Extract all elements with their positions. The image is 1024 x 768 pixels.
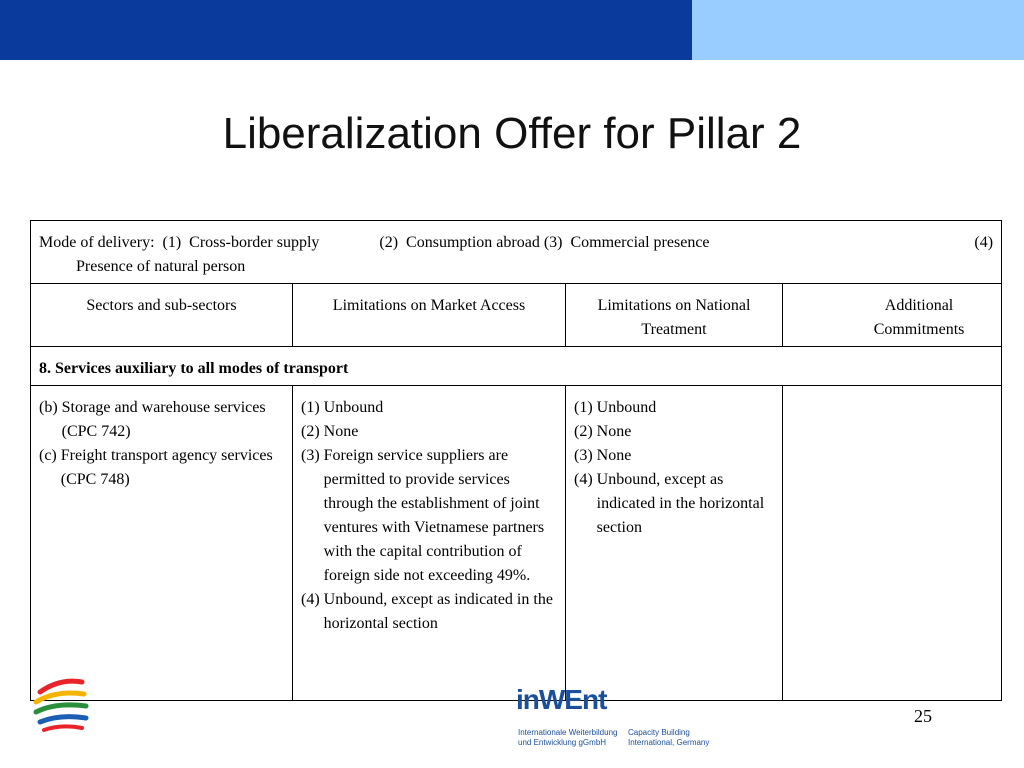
sector-item: (b) Storage and warehouse services (CPC 742) [39,399,266,440]
mode-of-delivery-cell [31,221,1002,284]
mode-part-2: (2) Consumption abroad (3) Commercial presence [379,234,710,251]
national-treatment-item: (1) Unbound [574,399,657,416]
invent-logo-caption-right: Capacity Building International, Germany [628,728,710,747]
page-number: 25 [914,706,932,726]
mode-part-4: Presence of natural person [76,258,246,275]
additional-commitments-cell [783,386,1002,701]
national-treatment-item: (2) None [574,423,632,440]
header-additional-commitments: Additional Commitments [783,284,1002,347]
offer-table [30,220,1002,701]
header-bar-dark [0,0,692,60]
market-access-item: (3) Foreign service suppliers are permitted to provide services through the establishment of joint ventures with Vietnamese partners with the capital contribution of foreign side not exceeding 49%. [301,447,545,584]
body-row [31,386,1002,701]
market-access-item: (4) Unbound, except as indicated in the horizontal section [301,591,553,632]
header-sectors: Sectors and sub-sectors [31,284,293,347]
invent-logo-wordmark: inWEnt [516,684,607,715]
market-access-item: (1) Unbound [301,399,384,416]
national-treatment-item: (4) Unbound, except as indicated in the horizontal section [574,471,765,536]
national-treatment-cell [566,386,783,701]
header-market-access: Limitations on Market Access [293,284,566,347]
mode-part-1: Mode of delivery: (1) Cross-border supply [39,234,320,251]
national-treatment-item: (3) None [574,447,632,464]
section-title: 8. Services auxiliary to all modes of transport [31,347,1002,386]
mode-part-3: (4) [974,234,994,251]
header-row [31,284,1002,347]
sector-item: (c) Freight transport agency services (CPC 748) [39,447,273,488]
wto-logo-icon [26,672,98,744]
market-access-cell [293,386,566,701]
header-bar-light [692,0,1024,60]
market-access-item: (2) None [301,423,359,440]
mode-row [31,221,1002,284]
section-row [31,347,1002,386]
slide-title: Liberalization Offer for Pillar 2 [222,109,802,158]
header-national-treatment: Limitations on National Treatment [566,284,783,347]
sectors-cell [31,386,293,701]
invent-logo-caption-left: Internationale Weiterbildung und Entwicklung gGmbH [518,728,618,747]
invent-logo [516,684,766,754]
header-bar [0,0,1024,60]
